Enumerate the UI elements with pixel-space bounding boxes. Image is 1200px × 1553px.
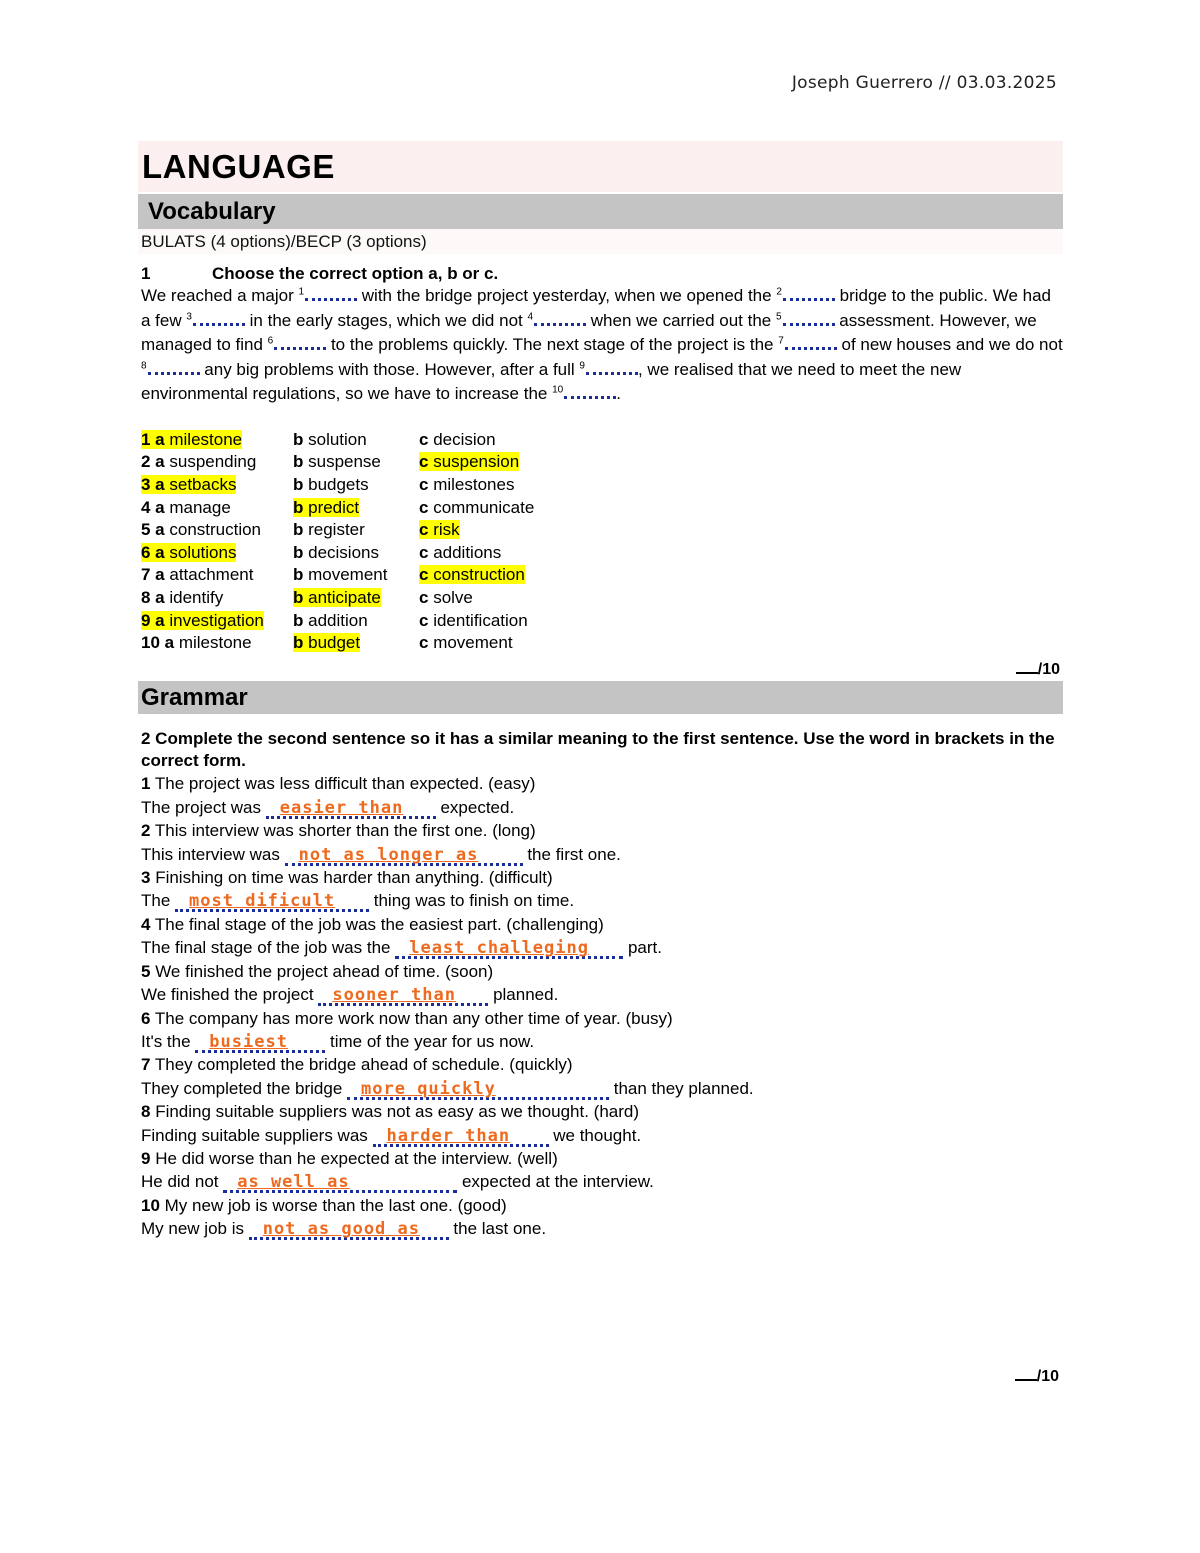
answer-field[interactable]: busiest xyxy=(195,1034,325,1053)
option-text: addition xyxy=(308,610,368,630)
grammar-instruction: 2 Complete the second sentence so it has a similar meaning to the first sentence. Use the word in brackets in the correct form. xyxy=(141,729,1055,771)
grammar-answer-line xyxy=(138,983,1063,1006)
option-a-cell[interactable] xyxy=(141,543,293,563)
answer-prefix: Finding suitable suppliers was xyxy=(141,1125,373,1145)
grammar-question xyxy=(138,1194,1063,1217)
option-b xyxy=(293,543,379,562)
option-letter: c xyxy=(419,520,434,540)
option-c-cell[interactable] xyxy=(419,611,619,631)
option-text: identification xyxy=(433,610,528,630)
answer-prefix: The project was xyxy=(141,797,266,817)
option-c xyxy=(419,611,528,630)
option-c xyxy=(419,430,496,449)
paragraph-text: bridge to the public. We had a few xyxy=(141,286,1051,330)
option-a xyxy=(141,543,236,562)
option-text: anticipate xyxy=(308,587,381,607)
grammar-question-number: 10 xyxy=(141,1195,160,1215)
option-letter: 9 a xyxy=(141,610,170,630)
answer-suffix: expected at the interview. xyxy=(457,1172,654,1192)
option-a-cell[interactable] xyxy=(141,588,293,608)
option-letter: 3 a xyxy=(141,474,170,494)
option-b xyxy=(293,611,368,630)
option-text: register xyxy=(308,520,365,540)
answer-prefix: He did not xyxy=(141,1172,224,1192)
paragraph-text: , we realised that we need to meet the new environmental regulations, so we have to increase the xyxy=(141,359,962,403)
grammar-question-number: 7 xyxy=(141,1055,151,1075)
grammar-section-bar xyxy=(138,681,1063,714)
paragraph-text: to the problems quickly. The next stage of the project is the xyxy=(326,335,779,354)
option-c xyxy=(419,633,513,652)
option-letter: b xyxy=(293,429,309,449)
option-text: suspense xyxy=(308,452,381,472)
answer-suffix: part. xyxy=(623,938,662,958)
option-text: setbacks xyxy=(169,474,237,494)
answer-suffix: planned. xyxy=(488,985,559,1005)
option-letter: c xyxy=(419,429,434,449)
answer-field[interactable]: harder than xyxy=(373,1128,549,1147)
option-row xyxy=(141,474,1063,497)
option-letter: 8 a xyxy=(141,587,170,607)
answer-field[interactable]: most dificult xyxy=(175,893,369,912)
grammar-question-text: Finding suitable suppliers was not as easy as we thought. (hard) xyxy=(150,1102,640,1122)
option-letter: 1 a xyxy=(141,429,170,449)
grammar-question-text: The final stage of the job was the easiest part. (challenging) xyxy=(150,914,604,934)
answer-field[interactable]: sooner than xyxy=(318,987,488,1006)
option-b-cell[interactable] xyxy=(293,475,419,495)
vocabulary-section-bar xyxy=(138,194,1063,229)
option-a-cell[interactable] xyxy=(141,430,293,450)
worksheet-content xyxy=(138,141,1063,1241)
option-a-cell[interactable] xyxy=(141,498,293,518)
grammar-question xyxy=(138,866,1063,889)
answer-prefix: My new job is xyxy=(141,1219,249,1239)
gap-number: 2 xyxy=(776,286,782,298)
option-text: attachment xyxy=(169,565,254,585)
answer-suffix: expected. xyxy=(435,797,515,817)
answer-field[interactable]: more quickly xyxy=(347,1081,609,1100)
grammar-question-number: 9 xyxy=(141,1148,151,1168)
gap-blank[interactable] xyxy=(274,333,326,350)
option-b xyxy=(293,588,381,607)
gap-blank[interactable] xyxy=(783,284,835,301)
grammar-question-number: 8 xyxy=(141,1102,151,1122)
grammar-question-text: Finishing on time was harder than anything. (difficult) xyxy=(150,868,553,888)
language-title-bar xyxy=(138,141,1063,192)
answer-prefix: This interview was xyxy=(141,844,285,864)
option-letter: 5 a xyxy=(141,520,170,540)
grammar-question-text: We finished the project ahead of time. (soon) xyxy=(150,961,494,981)
option-letter: b xyxy=(293,587,309,607)
option-letter: c xyxy=(419,497,434,517)
option-b xyxy=(293,498,359,517)
paragraph-text: with the bridge project yesterday, when we opened the xyxy=(357,286,777,305)
vocab-instruction: Choose the correct option a, b or c. xyxy=(212,264,499,283)
option-letter: 7 a xyxy=(141,565,170,585)
grammar-question-text: The company has more work now than any other time of year. (busy) xyxy=(150,1008,673,1028)
grammar-question-number: 4 xyxy=(141,914,151,934)
gap-number: 10 xyxy=(552,384,564,396)
vocab-question-number: 1 xyxy=(141,264,151,283)
option-a xyxy=(141,520,261,539)
paragraph-text: of new houses and we do not xyxy=(836,335,1063,354)
grammar-question-number: 2 xyxy=(141,821,151,841)
option-row xyxy=(141,587,1063,610)
option-a xyxy=(141,565,253,584)
paragraph-text: in the early stages, which we did not xyxy=(244,310,528,330)
option-a xyxy=(141,498,231,517)
grammar-question-number: 1 xyxy=(141,774,151,794)
option-row xyxy=(141,541,1063,564)
option-b xyxy=(293,520,365,539)
grammar-question xyxy=(138,1100,1063,1123)
option-c-cell[interactable] xyxy=(419,588,619,608)
option-text: identify xyxy=(169,587,224,607)
grammar-answer-line xyxy=(138,1030,1063,1053)
option-b xyxy=(293,475,369,494)
answer-prefix: We finished the project xyxy=(141,985,319,1005)
gap-blank[interactable] xyxy=(534,309,586,326)
option-c-cell[interactable] xyxy=(419,452,619,472)
option-b xyxy=(293,452,381,471)
option-text: manage xyxy=(169,497,231,517)
option-a-cell[interactable] xyxy=(141,452,293,472)
gap-number: 9 xyxy=(579,359,585,371)
option-letter: 4 a xyxy=(141,497,170,517)
option-b-cell[interactable] xyxy=(293,452,419,472)
vocabulary-heading: Vocabulary xyxy=(148,197,276,225)
grammar-question-number: 3 xyxy=(141,868,151,888)
option-letter: c xyxy=(419,633,434,653)
gap-number: 5 xyxy=(775,310,782,322)
option-letter: c xyxy=(419,474,434,494)
option-text: decision xyxy=(433,429,496,449)
option-text: construction xyxy=(169,520,262,540)
gap-number: 4 xyxy=(527,310,534,322)
option-c-cell[interactable] xyxy=(419,543,619,563)
option-c-cell[interactable] xyxy=(419,430,619,450)
gap-number: 3 xyxy=(186,310,192,322)
grammar-question-text: He did worse than he expected at the interview. (well) xyxy=(150,1148,558,1168)
gap-blank[interactable] xyxy=(586,358,638,375)
option-c xyxy=(419,588,473,607)
answer-field[interactable]: least challeging xyxy=(395,940,623,959)
option-a xyxy=(141,633,252,652)
gap-number: 6 xyxy=(267,335,274,347)
option-text: communicate xyxy=(433,497,535,517)
option-text: solve xyxy=(433,587,473,607)
option-letter: b xyxy=(293,542,309,562)
gap-blank[interactable] xyxy=(148,358,200,375)
option-b xyxy=(293,565,387,584)
option-c xyxy=(419,565,525,584)
option-text: milestone xyxy=(178,633,252,653)
answer-prefix: The xyxy=(141,891,176,911)
paragraph-text: . xyxy=(616,384,621,403)
gap-blank[interactable] xyxy=(193,309,245,326)
answer-prefix: They completed the bridge xyxy=(141,1078,348,1098)
option-a-cell[interactable] xyxy=(141,633,293,653)
grammar-answer-line xyxy=(138,796,1063,819)
option-c-cell[interactable] xyxy=(419,633,619,653)
option-row xyxy=(141,496,1063,519)
option-a-cell[interactable] xyxy=(141,520,293,540)
answer-field[interactable]: as well as xyxy=(223,1174,457,1193)
option-letter: b xyxy=(293,520,309,540)
option-a xyxy=(141,588,223,607)
grammar-heading: Grammar xyxy=(141,683,248,711)
option-c-cell[interactable] xyxy=(419,520,619,540)
grammar-answer-line xyxy=(138,1170,1063,1193)
option-text: milestone xyxy=(169,429,243,449)
option-b-cell[interactable] xyxy=(293,520,419,540)
grammar-answer-line xyxy=(138,936,1063,959)
answer-field[interactable]: not as good as xyxy=(249,1221,449,1240)
grammar-question-text: They completed the bridge ahead of schedule. (quickly) xyxy=(150,1055,573,1075)
option-b xyxy=(293,430,367,449)
grammar-question xyxy=(138,1053,1063,1076)
option-text: additions xyxy=(433,542,502,562)
grammar-answer-line xyxy=(138,1124,1063,1147)
option-letter: c xyxy=(419,542,434,562)
option-letter: b xyxy=(293,610,309,630)
option-letter: b xyxy=(293,565,309,585)
grammar-answer-line xyxy=(138,1077,1063,1100)
option-letter: 2 a xyxy=(141,452,170,472)
option-letter: b xyxy=(293,497,309,517)
grammar-answer-line xyxy=(138,1217,1063,1240)
option-b xyxy=(293,633,360,652)
option-text: predict xyxy=(308,497,360,517)
option-letter: 10 a xyxy=(141,633,179,653)
option-letter: b xyxy=(293,474,309,494)
gap-blank[interactable] xyxy=(564,382,616,399)
option-letter: c xyxy=(419,565,434,585)
option-c-cell[interactable] xyxy=(419,498,619,518)
option-letter: b xyxy=(293,452,309,472)
grammar-score xyxy=(1015,1367,1059,1386)
paragraph-text: any big problems with those. However, after a full xyxy=(199,359,580,379)
option-text: solution xyxy=(308,429,367,449)
grammar-items xyxy=(138,772,1063,1240)
answer-prefix: The final stage of the job was the xyxy=(141,938,396,958)
author-date-header: Joseph Guerrero // 03.03.2025 xyxy=(791,73,1057,93)
option-text: movement xyxy=(433,633,513,653)
option-a xyxy=(141,452,256,471)
option-text: movement xyxy=(308,565,388,585)
grammar-question-text: My new job is worse than the last one. (good) xyxy=(159,1195,507,1215)
gap-blank[interactable] xyxy=(305,284,357,301)
option-b-cell[interactable] xyxy=(293,611,419,631)
option-letter: c xyxy=(419,452,434,472)
score-blank xyxy=(1016,660,1038,674)
answer-suffix: than they planned. xyxy=(609,1078,754,1098)
option-row xyxy=(141,451,1063,474)
option-text: suspension xyxy=(433,452,520,472)
option-a-cell[interactable] xyxy=(141,475,293,495)
option-c xyxy=(419,520,460,539)
option-text: decisions xyxy=(308,542,379,562)
exam-type-label: BULATS (4 options)/BECP (3 options) xyxy=(138,229,1063,254)
option-c xyxy=(419,452,519,471)
option-text: solutions xyxy=(169,542,237,562)
option-text: budget xyxy=(308,633,361,653)
option-row xyxy=(141,519,1063,542)
option-row xyxy=(141,564,1063,587)
score-blank xyxy=(1015,1367,1037,1381)
option-c-cell[interactable] xyxy=(419,565,619,585)
vocab-question-heading xyxy=(138,264,1063,284)
answer-suffix: the last one. xyxy=(448,1219,547,1239)
option-a-cell[interactable] xyxy=(141,611,293,631)
option-letter: c xyxy=(419,587,434,607)
grammar-question xyxy=(138,960,1063,983)
gap-blank[interactable] xyxy=(783,309,835,326)
grammar-answer-line xyxy=(138,889,1063,912)
vocab-options-table xyxy=(138,429,1063,655)
option-row xyxy=(141,429,1063,452)
grammar-question xyxy=(138,772,1063,795)
option-b-cell[interactable] xyxy=(293,633,419,653)
vocab-score xyxy=(138,660,1063,679)
option-letter: 6 a xyxy=(141,542,170,562)
option-b-cell[interactable] xyxy=(293,498,419,518)
answer-field[interactable]: not as longer as xyxy=(285,847,523,866)
grammar-score-text: /10 xyxy=(1036,1368,1059,1385)
option-a xyxy=(141,611,264,630)
paragraph-text: We reached a major xyxy=(141,286,299,305)
answer-suffix: the first one. xyxy=(522,844,621,864)
option-letter: c xyxy=(419,610,434,630)
vocab-score-text: /10 xyxy=(1037,661,1060,679)
option-a-cell[interactable] xyxy=(141,565,293,585)
gap-number: 8 xyxy=(141,359,147,371)
grammar-question-number: 5 xyxy=(141,961,151,981)
grammar-question-number: 6 xyxy=(141,1008,151,1028)
option-text: investigation xyxy=(169,610,264,630)
page-title: LANGUAGE xyxy=(142,147,335,185)
option-b-cell[interactable] xyxy=(293,588,419,608)
option-b-cell[interactable] xyxy=(293,565,419,585)
option-c xyxy=(419,543,501,562)
option-row xyxy=(141,632,1063,655)
grammar-question-text: The project was less difficult than expected. (easy) xyxy=(150,774,536,794)
gap-number: 7 xyxy=(778,335,784,347)
grammar-question xyxy=(138,1007,1063,1030)
grammar-answer-line xyxy=(138,843,1063,866)
grammar-question-text: This interview was shorter than the first one. (long) xyxy=(150,821,536,841)
paragraph-text: assessment. However, we managed to find xyxy=(141,310,1037,354)
answer-suffix: time of the year for us now. xyxy=(325,1031,535,1051)
grammar-question xyxy=(138,913,1063,936)
answer-field[interactable]: easier than xyxy=(266,800,436,819)
vocab-gap-paragraph xyxy=(138,284,1063,407)
option-a xyxy=(141,430,242,449)
option-letter: b xyxy=(293,633,309,653)
option-c xyxy=(419,498,534,517)
option-text: risk xyxy=(433,520,460,540)
option-text: milestones xyxy=(433,474,515,494)
grammar-question xyxy=(138,819,1063,842)
answer-suffix: thing was to finish on time. xyxy=(369,891,575,911)
option-a xyxy=(141,475,236,494)
answer-prefix: It's the xyxy=(141,1031,196,1051)
paragraph-text: when we carried out the xyxy=(586,310,776,330)
grammar-question xyxy=(138,1147,1063,1170)
gap-blank[interactable] xyxy=(785,333,837,350)
option-text: construction xyxy=(433,565,525,585)
gap-number: 1 xyxy=(298,286,305,298)
option-c-cell[interactable] xyxy=(419,475,619,495)
option-b-cell[interactable] xyxy=(293,430,419,450)
option-c xyxy=(419,475,514,494)
answer-suffix: we thought. xyxy=(548,1125,642,1145)
option-text: budgets xyxy=(308,474,369,494)
option-row xyxy=(141,609,1063,632)
option-b-cell[interactable] xyxy=(293,543,419,563)
option-text: suspending xyxy=(169,452,257,472)
